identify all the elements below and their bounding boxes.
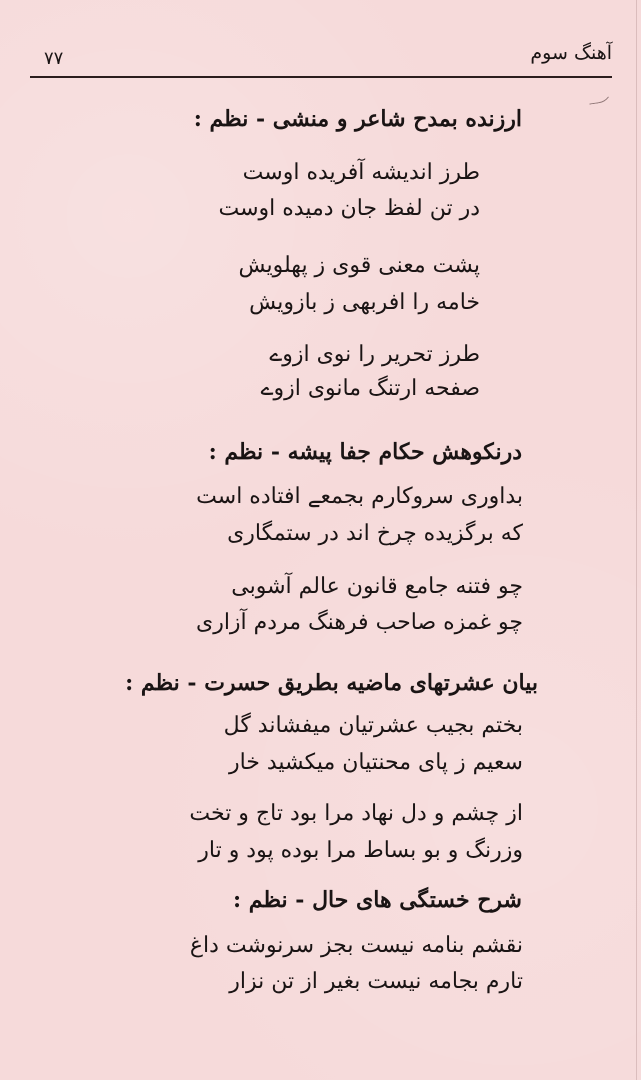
verse-line: که برگزیده چرخ اند در ستمگاری: [227, 521, 523, 546]
verse-line: خامه را افربهی ز بازویش: [249, 290, 480, 315]
verse-line: نقشم بنامه نیست بجز سرنوشت داغ: [189, 933, 523, 958]
verse-line: سعیم ز پای محنتیان میکشید خار: [228, 750, 523, 775]
verse-line: از چشم و دل نهاد مرا بود تاج و تخت: [189, 801, 523, 826]
verse-line: چو فتنه جامع قانون عالم آشوبی: [231, 574, 523, 599]
verse-line: در تن لفظ جان دمیده اوست: [218, 196, 480, 221]
section-heading: بیان عشرتهای ماضیه بطریق حسرت - نظم :: [125, 670, 538, 696]
section-heading: ارزنده بمدح شاعر و منشی - نظم :: [193, 106, 522, 132]
verse-line: صفحه ارتنگ مانوی ازوے: [260, 376, 480, 401]
section-heading: درنکوهش حکام جفا پیشه - نظم :: [208, 439, 522, 465]
verse-line: پشت معنی قوی ز پهلویش: [238, 253, 480, 278]
verse-line: تارم بجامه نیست بغیر از تن نزار: [229, 969, 523, 994]
running-title: آهنگ سوم: [530, 42, 612, 64]
verse-line: طرز تحریر را نوی ازوے: [269, 342, 480, 367]
verse-line: وزرنگ و بو بساط مرا بوده پود و تار: [198, 838, 523, 863]
verse-line: بختم بجیب عشرتیان میفشاند گل: [223, 713, 523, 738]
verse-line: طرز اندیشه آفریده اوست: [242, 160, 480, 185]
verse-line: بداوری سروکارم بجمعے افتاده است: [196, 484, 523, 509]
page-number: ۷۷: [44, 48, 64, 69]
verse-line: چو غمزه صاحب فرهنگ مردم آزاری: [195, 610, 523, 635]
section-heading: شرح خستگی های حال - نظم :: [233, 887, 522, 913]
